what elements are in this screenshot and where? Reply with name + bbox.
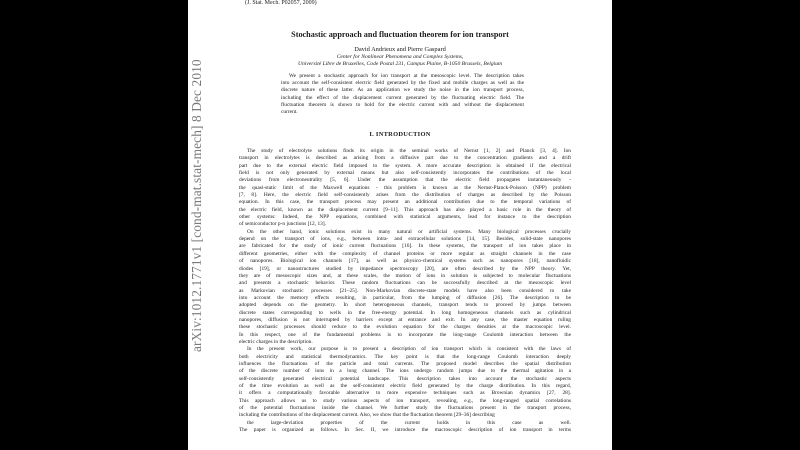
section-heading-introduction: I. INTRODUCTION bbox=[369, 131, 431, 138]
abstract-line: including the effect of the displacement current generated by the fluctuating electric field. The bbox=[281, 94, 524, 101]
body-text-line: In the present work, our purpose is to present a description of ion transport which is consistent with the laws of bbox=[247, 346, 571, 353]
body-text-line: The study of electrolyte solutions finds its origin in the seminal works of Nernst [1, 2] and Planck [3, 4]. Ion bbox=[247, 148, 571, 154]
abstract-line: discrete nature of these latter. As an application we study the noise in the ion transport process, bbox=[281, 87, 524, 94]
affiliation-line-1: Center for Nonlinear Phenomena and Complex Systems, bbox=[336, 54, 464, 60]
body-text-line: are fabricated for the study of ionic current fluctuations [16]. In these systems, the transport of ion takes place in bbox=[239, 243, 571, 250]
body-text-line: the large-deviation properties of the current holds in this case as well. bbox=[247, 419, 571, 426]
body-text-line: it offers a computationally favorable alternative to more expensive techniques such as Brownian dynamics [27, 28]. bbox=[239, 390, 571, 397]
body-text-line: [7, 8]. Here, the electric field self-consistently arises from the distribution of charges as described by the Poisson bbox=[239, 192, 571, 199]
letterbox-left bbox=[0, 0, 188, 450]
journal-reference: (J. Stat. Mech. P02057, 2009) bbox=[245, 0, 317, 6]
body-text-line: they are of mesoscopic sizes and, at these scales, the motion of ions in solution is subjected to molecular fluctuations bbox=[239, 272, 571, 279]
paper-authors: David Andrieux and Pierre Gaspard bbox=[354, 46, 446, 53]
letterbox-right bbox=[612, 0, 800, 450]
affiliation-line-2: Université Libre de Bruxelles, Code Postal 231, Campus Plaine, B-1050 Brussels, Belgium bbox=[297, 61, 503, 67]
abstract-line: into account the self-consistent electric field generated by the fixed and mobile charges as well as the bbox=[281, 80, 524, 87]
body-text-line: nanopores, diffusion is not interrupted by barriers except at entrance and exit. In any case, the master equation ruling bbox=[239, 316, 571, 323]
body-text-line: self-consistently generated electrical potential landscape. This description takes into account the stochastic aspects bbox=[239, 375, 571, 382]
body-text-line: of semiconductor p-n junctions [12, 13]. bbox=[239, 221, 326, 228]
body-text-line: transport in electrolytes is described as arising from a diffusive part due to the concentration gradients and a drift bbox=[239, 155, 571, 162]
abstract-line: We present a stochastic approach for ion transport at the mesoscopic level. The description takes bbox=[289, 73, 524, 79]
body-text-line: the electric field, known as the displacement current [9–11]. This approach has also played a basic role in the theory of bbox=[239, 206, 571, 213]
body-text-line: discrete states corresponding to wells in the free-energy potential. In long homogeneous channels such as cylindrical bbox=[239, 309, 571, 316]
body-text-line: deviations from electroneutrality [5, 6]. Under the assumption that the electric field propagates instantaneously - bbox=[239, 177, 571, 184]
body-text-line: both electricity and statistical thermodynamics. The key point is that the long-range Coulomb interaction deeply bbox=[239, 353, 571, 360]
body-text-line: influences the fluctuations of the particle and total currents. The proposed model describes the spatial distribution bbox=[239, 360, 571, 367]
abstract-line: fluctuation theorem is shown to hold for the electric current with and without the displacement bbox=[281, 101, 524, 108]
body-text-line: of the potential fluctuations inside the channel. We further study the fluctuations present in the transport process, bbox=[239, 405, 571, 412]
body-text-line: The paper is organized as follows. In Sec. II, we introduce the macroscopic description of ion transport in terms bbox=[239, 427, 571, 434]
body-text-line: of nanopores. Biological ion channels [17], as well as physico-chemical systems such as nanopores [18], nanofluidic bbox=[239, 258, 571, 265]
body-text-line: these stochastic processes should reduce to the evolution equation for the charges densities at the macroscopic level. bbox=[239, 324, 571, 331]
body-text-line: as Markovian stochastic processes [21–25]. Non-Markovian discrete-state models have also been considered to take bbox=[239, 287, 571, 294]
abstract-line: current. bbox=[281, 109, 298, 116]
paper-title: Stochastic approach and fluctuation theorem for ion transport bbox=[291, 30, 509, 39]
introduction-body bbox=[239, 148, 571, 434]
body-text-line: including the contributions of the displacement current. Also, we show that the fluctuation theorem [29–36] describing bbox=[239, 412, 495, 419]
abstract bbox=[281, 73, 524, 116]
body-text-line: On the other hand, ionic solutions exist in many natural or artificial systems. Many biological processes crucially bbox=[247, 228, 571, 235]
paper-page bbox=[188, 0, 612, 450]
body-text-line: of the discrete number of ions in a long channel. The ions undergo random jumps due to the thermal agitation in a bbox=[239, 368, 571, 375]
body-text-line: into account the memory effects resulting, in particular, from the lumping of diffusion [26]. The description to be bbox=[239, 294, 571, 301]
arxiv-stamp: arXiv:1012.1771v1 [cond-mat.stat-mech] 8 Dec 2010 bbox=[189, 59, 204, 352]
body-text-line: different geometries, either with the complexity of channel proteins or more regular as straight channels in the case bbox=[239, 250, 571, 257]
body-text-line: part due to the external electric field imposed to the system. A more accurate description is obtained if the electrical bbox=[239, 162, 571, 169]
body-text-line: diodes [19], or nanostructures studied by impedance spectroscopy [20], are often described by the NPP theory. Yet, bbox=[239, 265, 571, 272]
body-text-line: electric charges in the description. bbox=[239, 338, 313, 345]
body-text-line: This approach allows us to study various aspects of ion transport, revealing, e.g., the long-ranged spatial correlations bbox=[239, 397, 571, 404]
body-text-line: field is not only generated by external means but also self-consistently incorporates the contributions of the local bbox=[239, 170, 571, 177]
body-text-line: of the time evolution as well as the self-consistent electric field generated by the charge distribution. In this regard, bbox=[239, 383, 571, 389]
body-text-line: depend on the transport of ions, e.g., between intra- and extracellular solutions [14, 15]. Besides, solid-state nanopores bbox=[239, 236, 571, 243]
body-text-line: adopted depends on the geometry. In short heterogeneous channels, transport tends to proceed by jumps between bbox=[239, 302, 571, 309]
body-text-line: other systems: Indeed, the NPP equations, combined with statistical arguments, lead for instance to the description bbox=[239, 214, 571, 221]
body-text-line: the quasi-static limit of the Maxwell equations - this problem is known as the Nernst-Planck-Poisson (NPP) problem bbox=[239, 184, 571, 191]
body-text-line: and presents a stochastic behavior. These random fluctuations can be successfully described at the mesoscopic level bbox=[239, 280, 571, 287]
body-text-line: In this respect, one of the fundamental problems is to incorporate the long-range Coulomb interaction between the bbox=[239, 331, 571, 338]
body-text-line: equation. In this case, the transport process may present an additional contribution due to the temporal variations of bbox=[239, 199, 571, 206]
